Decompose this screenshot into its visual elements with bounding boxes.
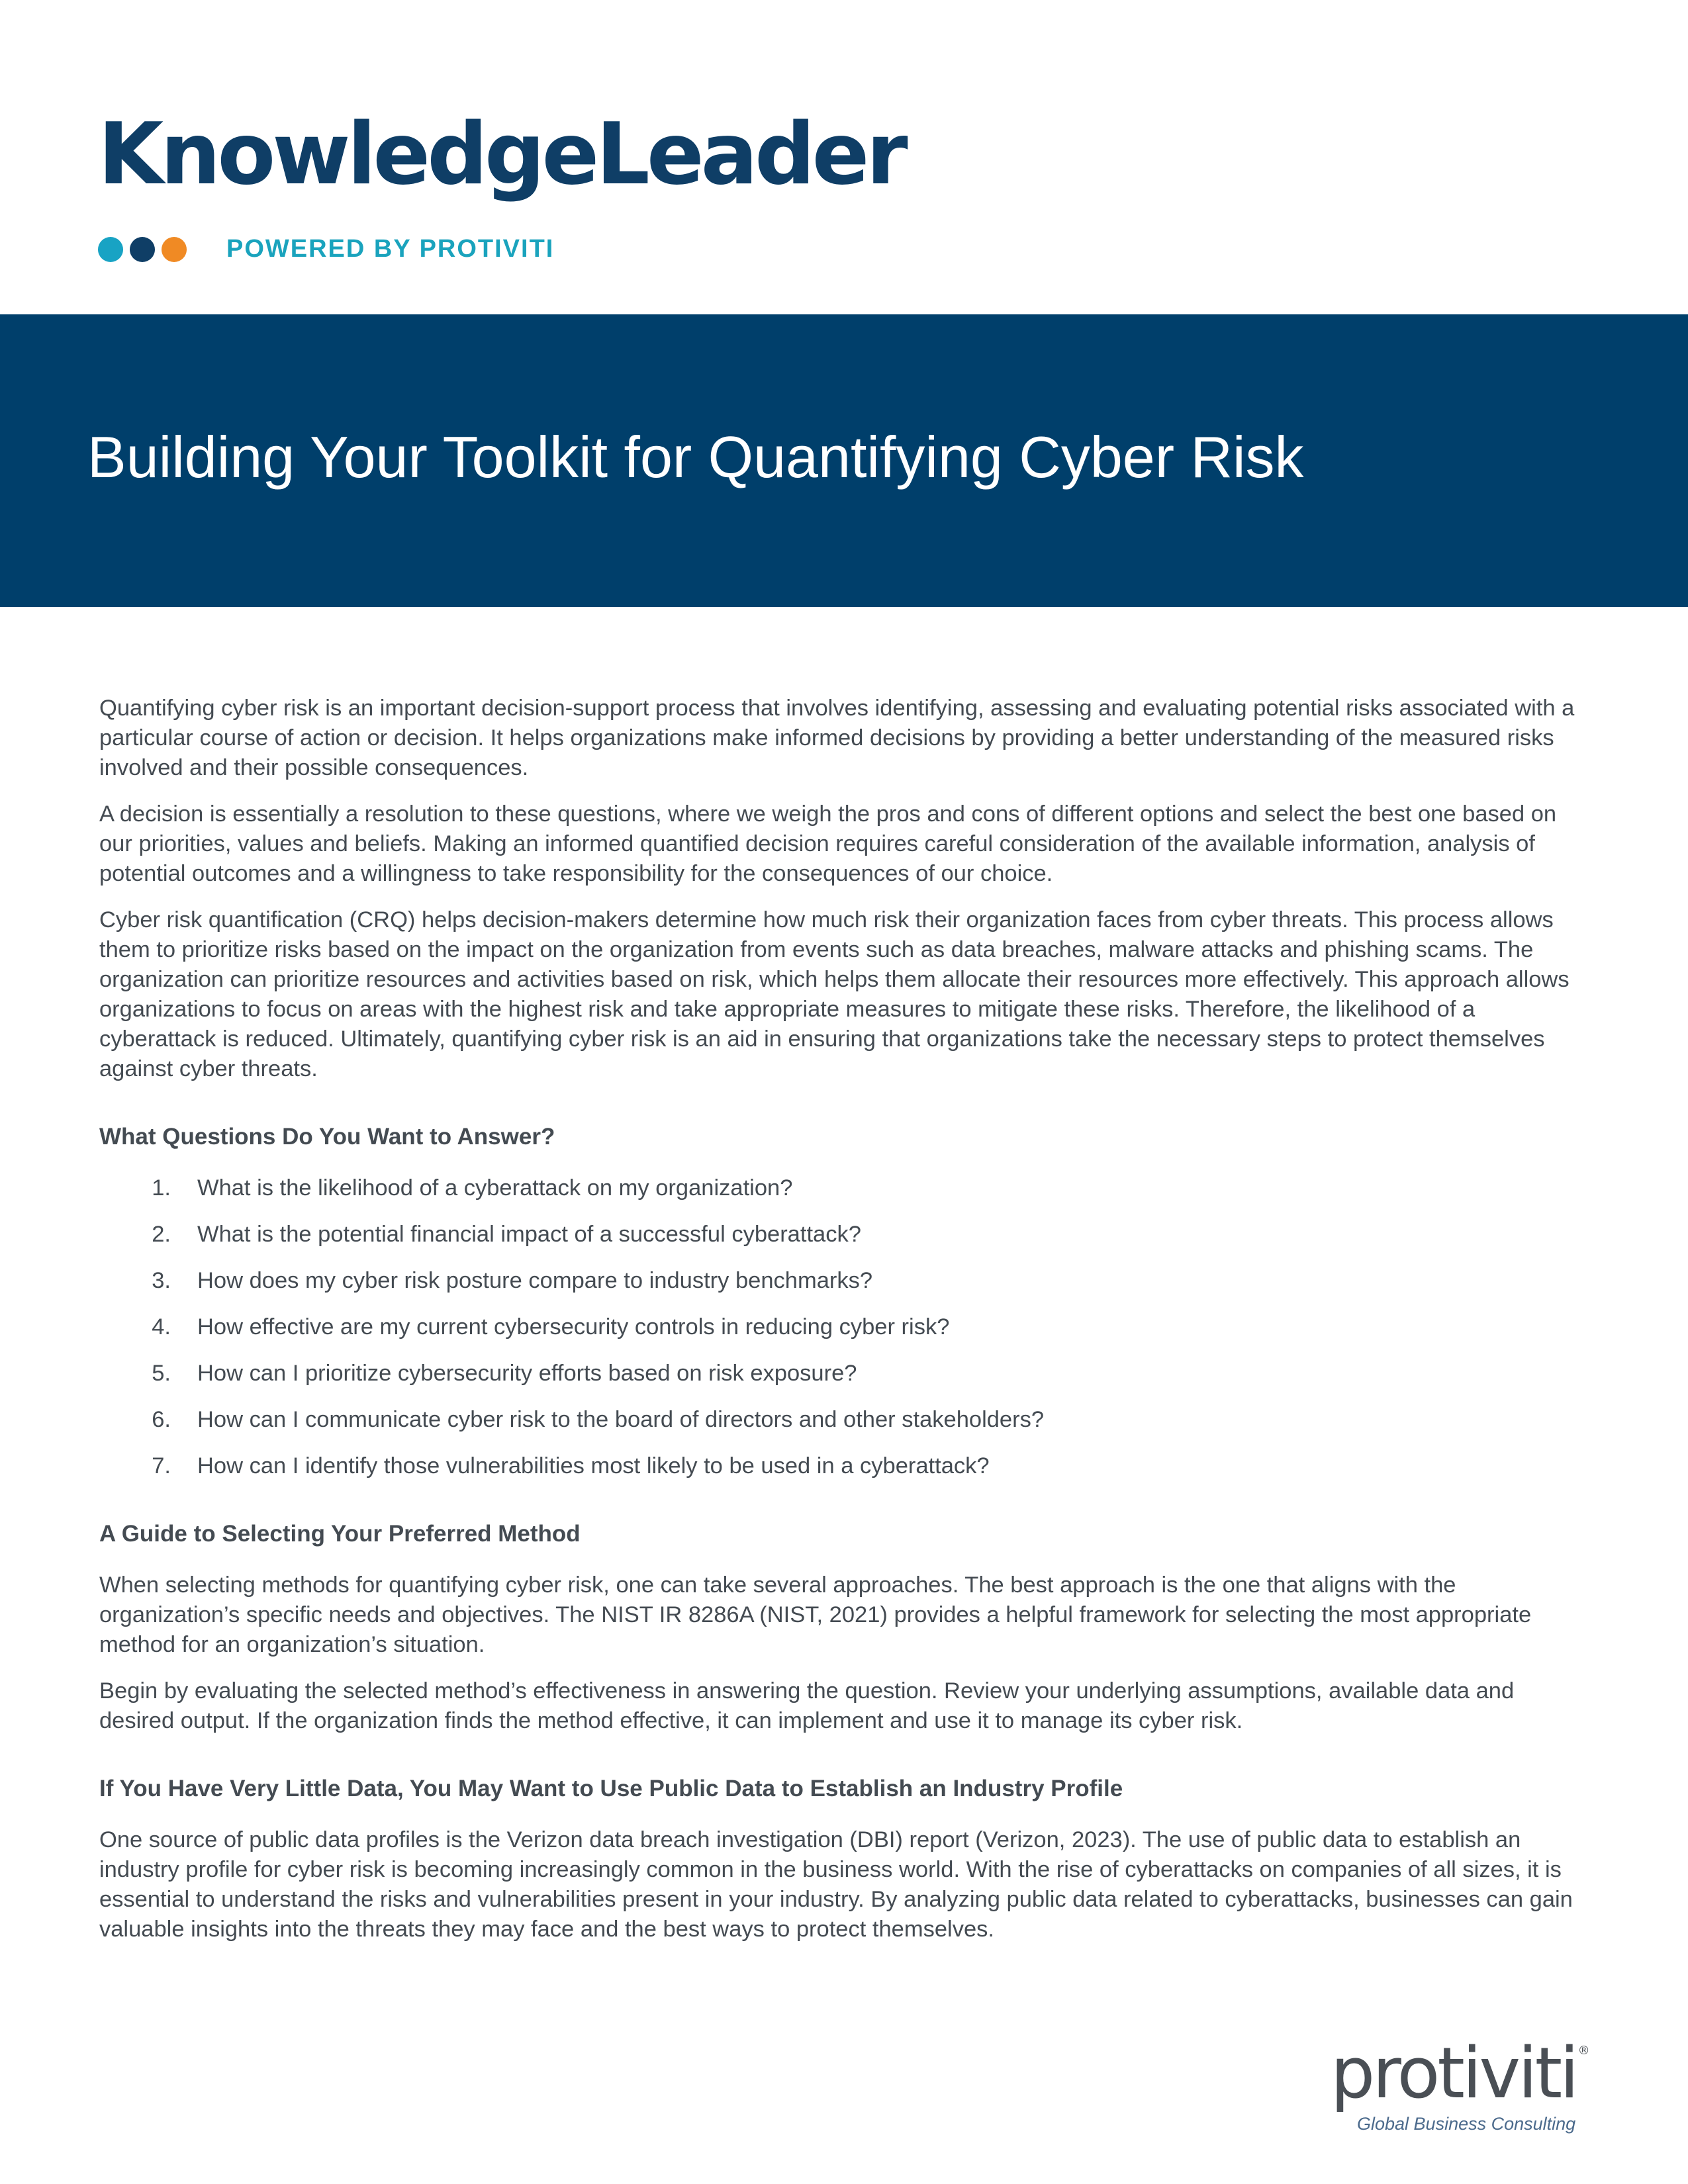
questions-list bbox=[99, 1173, 1589, 1481]
public-data-heading: If You Have Very Little Data, You May Want to Use Public Data to Establish an Industry Profile bbox=[99, 1776, 1123, 1801]
public-data-paragraph: One source of public data profiles is the Verizon data breach investigation (DBI) report (Verizon, 2023). The use of public data to establish an industry profile for cyber risk is becoming increasingly common in the business world. With the rise of cyberattacks on companies of all sizes, it is essential to understand the risks and vulnerabilities present in your industry. By analyzing public data related to cyberattacks, businesses can gain valuable insights into the threats they may face and the best ways to protect themselves. bbox=[99, 1827, 1573, 1942]
list-item bbox=[99, 1359, 1589, 1388]
list-number: 6. bbox=[152, 1407, 171, 1432]
list-item bbox=[99, 1220, 1589, 1250]
list-text: How does my cyber risk posture compare to industry benchmarks? bbox=[197, 1268, 873, 1293]
registered-mark: ® bbox=[1577, 2044, 1590, 2058]
list-number: 4. bbox=[152, 1314, 171, 1340]
guide-heading: A Guide to Selecting Your Preferred Method bbox=[99, 1521, 581, 1547]
title-banner bbox=[0, 314, 1688, 607]
list-text: How effective are my current cybersecurity controls in reducing cyber risk? bbox=[197, 1314, 950, 1340]
list-item bbox=[99, 1266, 1589, 1296]
list-number: 3. bbox=[152, 1268, 171, 1293]
logo-dot-orange bbox=[162, 237, 187, 262]
list-number: 2. bbox=[152, 1222, 171, 1247]
intro-paragraph: A decision is essentially a resolution to these questions, where we weigh the pros and cons of different options and select the best one based on our priorities, values and beliefs. Making an informed quantified decision requires careful consideration of the available information, analysis of potential outcomes and a willingness to take responsibility for the consequences of our choice. bbox=[99, 801, 1557, 886]
logo-dot-cyan bbox=[98, 237, 123, 262]
powered-by-row bbox=[98, 235, 554, 263]
list-text: What is the likelihood of a cyberattack on my organization? bbox=[197, 1175, 793, 1201]
list-item bbox=[99, 1451, 1589, 1481]
protiviti-brand-text: protiviti bbox=[1331, 2032, 1577, 2114]
list-number: 7. bbox=[152, 1453, 171, 1479]
list-number: 5. bbox=[152, 1361, 171, 1386]
list-number: 1. bbox=[152, 1175, 171, 1201]
intro-paragraph: Cyber risk quantification (CRQ) helps decision-makers determine how much risk their organization faces from cyber threats. This process allows them to prioritize risks based on the impact on the organization from events such as data breaches, malware attacks and phishing scams. The organization can prioritize resources and activities based on risk, which helps them allocate their resources more effectively. This approach allows organizations to focus on areas with the highest risk and take appropriate measures to mitigate these risks. Therefore, the likelihood of a cyberattack is reduced. Ultimately, quantifying cyber risk is an aid in ensuring that organizations take the necessary steps to protect themselves against cyber threats. bbox=[99, 907, 1570, 1081]
list-text: How can I communicate cyber risk to the board of directors and other stakeholders? bbox=[197, 1407, 1045, 1432]
intro-paragraph: Quantifying cyber risk is an important decision-support process that involves identifying, assessing and evaluating potential risks associated with a particular course of action or decision. It helps organizations make informed decisions by providing a better understanding of the measured risks involved and their possible consequences. bbox=[99, 696, 1575, 780]
list-item bbox=[99, 1173, 1589, 1203]
document-body bbox=[99, 694, 1589, 1961]
questions-heading: What Questions Do You Want to Answer? bbox=[99, 1124, 555, 1150]
header-logo bbox=[98, 105, 905, 204]
list-text: How can I prioritize cybersecurity efforts based on risk exposure? bbox=[197, 1361, 857, 1386]
knowledgeleader-logo: KnowledgeLeader bbox=[98, 105, 905, 204]
list-item bbox=[99, 1312, 1589, 1342]
page-title: Building Your Toolkit for Quantifying Cyber Risk bbox=[87, 424, 1304, 490]
list-item bbox=[99, 1405, 1589, 1435]
list-text: What is the potential financial impact of a successful cyberattack? bbox=[197, 1222, 861, 1247]
protiviti-tagline: Global Business Consulting bbox=[1357, 2114, 1576, 2134]
guide-paragraph: Begin by evaluating the selected method’s effectiveness in answering the question. Review your underlying assumptions, available data and desired output. If the organization finds the method effective, it can implement and use it to manage its cyber risk. bbox=[99, 1678, 1515, 1733]
powered-by-label: POWERED BY PROTIVITI bbox=[226, 235, 555, 263]
list-text: How can I identify those vulnerabilities most likely to be used in a cyberattack? bbox=[197, 1453, 990, 1479]
guide-paragraph: When selecting methods for quantifying cyber risk, one can take several approaches. The best approach is the one that aligns with the organization’s specific needs and objectives. The NIST IR 8286A (NIST, 2021) provides a helpful framework for selecting the most appropriate method for an organization’s situation. bbox=[99, 1572, 1532, 1657]
logo-dot-navy bbox=[130, 237, 155, 262]
protiviti-logo bbox=[1331, 2032, 1590, 2134]
protiviti-wordmark bbox=[1331, 2032, 1590, 2114]
